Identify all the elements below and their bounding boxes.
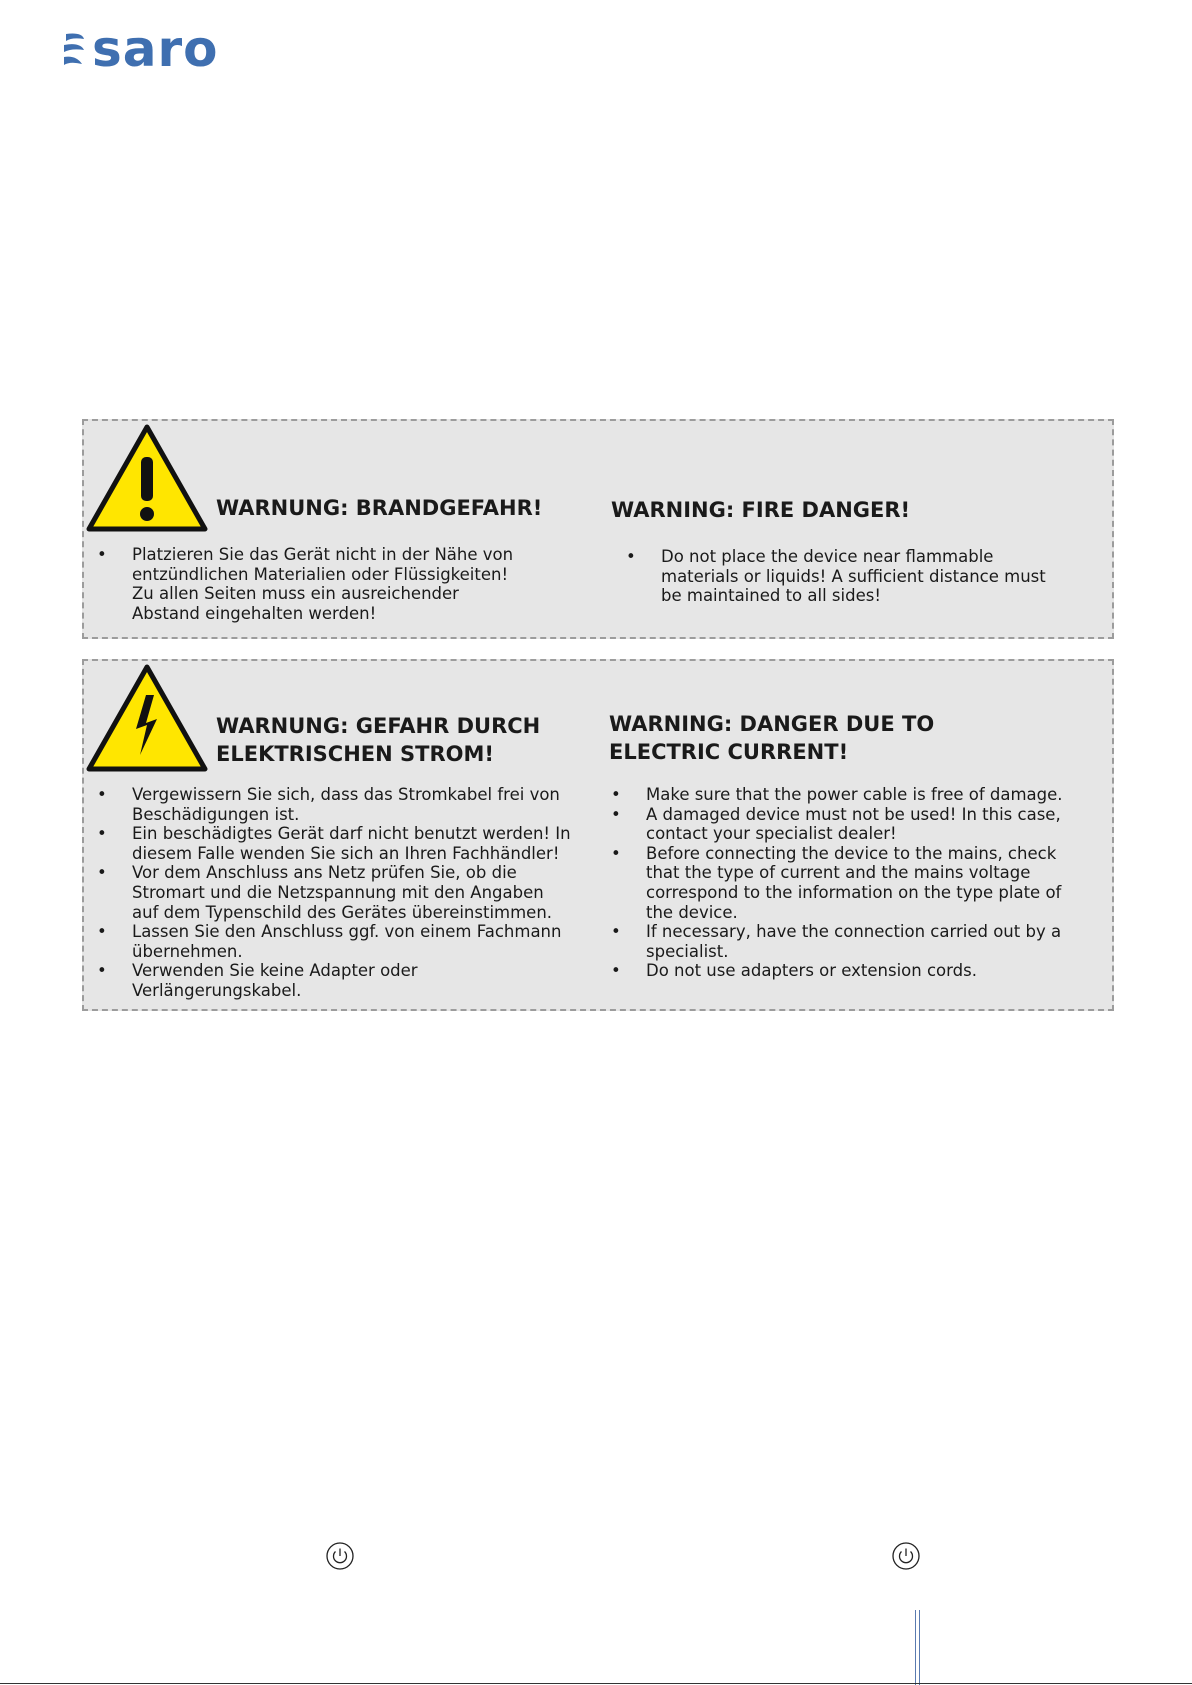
list-item: • Before connecting the device to the mains, check that the type of current and the mains voltage correspond to the information on the type plate of the device. xyxy=(646,844,1071,922)
list-item: • Make sure that the power cable is free of damage. xyxy=(646,785,1071,805)
saro-logo-mark-icon xyxy=(62,30,86,68)
brand-logo xyxy=(62,20,219,78)
power-icon xyxy=(892,1542,920,1570)
list-item: • A damaged device must not be used! In this case, contact your specialist dealer! xyxy=(646,805,1071,844)
list-item: • Ein beschädigtes Gerät darf nicht benutzt werden! In diesem Falle wenden Sie sich an Ihren Fachhändler! xyxy=(132,824,572,863)
list-item: • Lassen Sie den Anschluss ggf. von einem Fachmann übernehmen. xyxy=(132,922,572,961)
electric-warning-box xyxy=(82,659,1114,1011)
fire-warning-list-en xyxy=(661,547,1051,606)
power-icon xyxy=(326,1542,354,1570)
page-edge-marker xyxy=(915,1610,920,1685)
fire-warning-list-de xyxy=(132,545,522,623)
exclamation-warning-icon xyxy=(86,423,208,533)
lightning-warning-icon xyxy=(86,663,208,773)
bottom-rule xyxy=(0,1683,1192,1684)
brand-name: saro xyxy=(92,20,219,78)
fire-warning-box xyxy=(82,419,1114,639)
electric-warning-heading-de xyxy=(216,712,540,768)
list-item: • If necessary, have the connection carried out by a specialist. xyxy=(646,922,1071,961)
list-item: • Vor dem Anschluss ans Netz prüfen Sie, ob die Stromart und die Netzspannung mit den Angaben auf dem Typenschild des Gerätes übereinstimmen. xyxy=(132,863,572,922)
electric-warning-list-en xyxy=(646,785,1071,981)
list-item: • Verwenden Sie keine Adapter oder Verlängerungskabel. xyxy=(132,961,572,1000)
list-item: • Do not place the device near flammable materials or liquids! A sufficient distance must be maintained to all sides! xyxy=(661,547,1051,606)
heading-line: WARNUNG: GEFAHR DURCH xyxy=(216,714,541,738)
electric-warning-list-de xyxy=(132,785,572,1001)
electric-warning-heading-en xyxy=(609,710,934,766)
heading-line: WARNING: DANGER DUE TO xyxy=(609,712,935,736)
heading-line: ELECTRIC CURRENT! xyxy=(609,740,849,764)
heading-line: ELEKTRISCHEN STROM! xyxy=(216,742,494,766)
fire-warning-heading-de: WARNUNG: BRANDGEFAHR! xyxy=(216,496,543,520)
fire-warning-heading-en: WARNING: FIRE DANGER! xyxy=(611,498,911,522)
list-item: • Vergewissern Sie sich, dass das Stromkabel frei von Beschädigungen ist. xyxy=(132,785,572,824)
list-item: • Do not use adapters or extension cords. xyxy=(646,961,1071,981)
list-item: • Platzieren Sie das Gerät nicht in der Nähe von entzündlichen Materialien oder Flüssigkeiten! Zu allen Seiten muss ein ausreichender Abstand eingehalten werden! xyxy=(132,545,522,623)
